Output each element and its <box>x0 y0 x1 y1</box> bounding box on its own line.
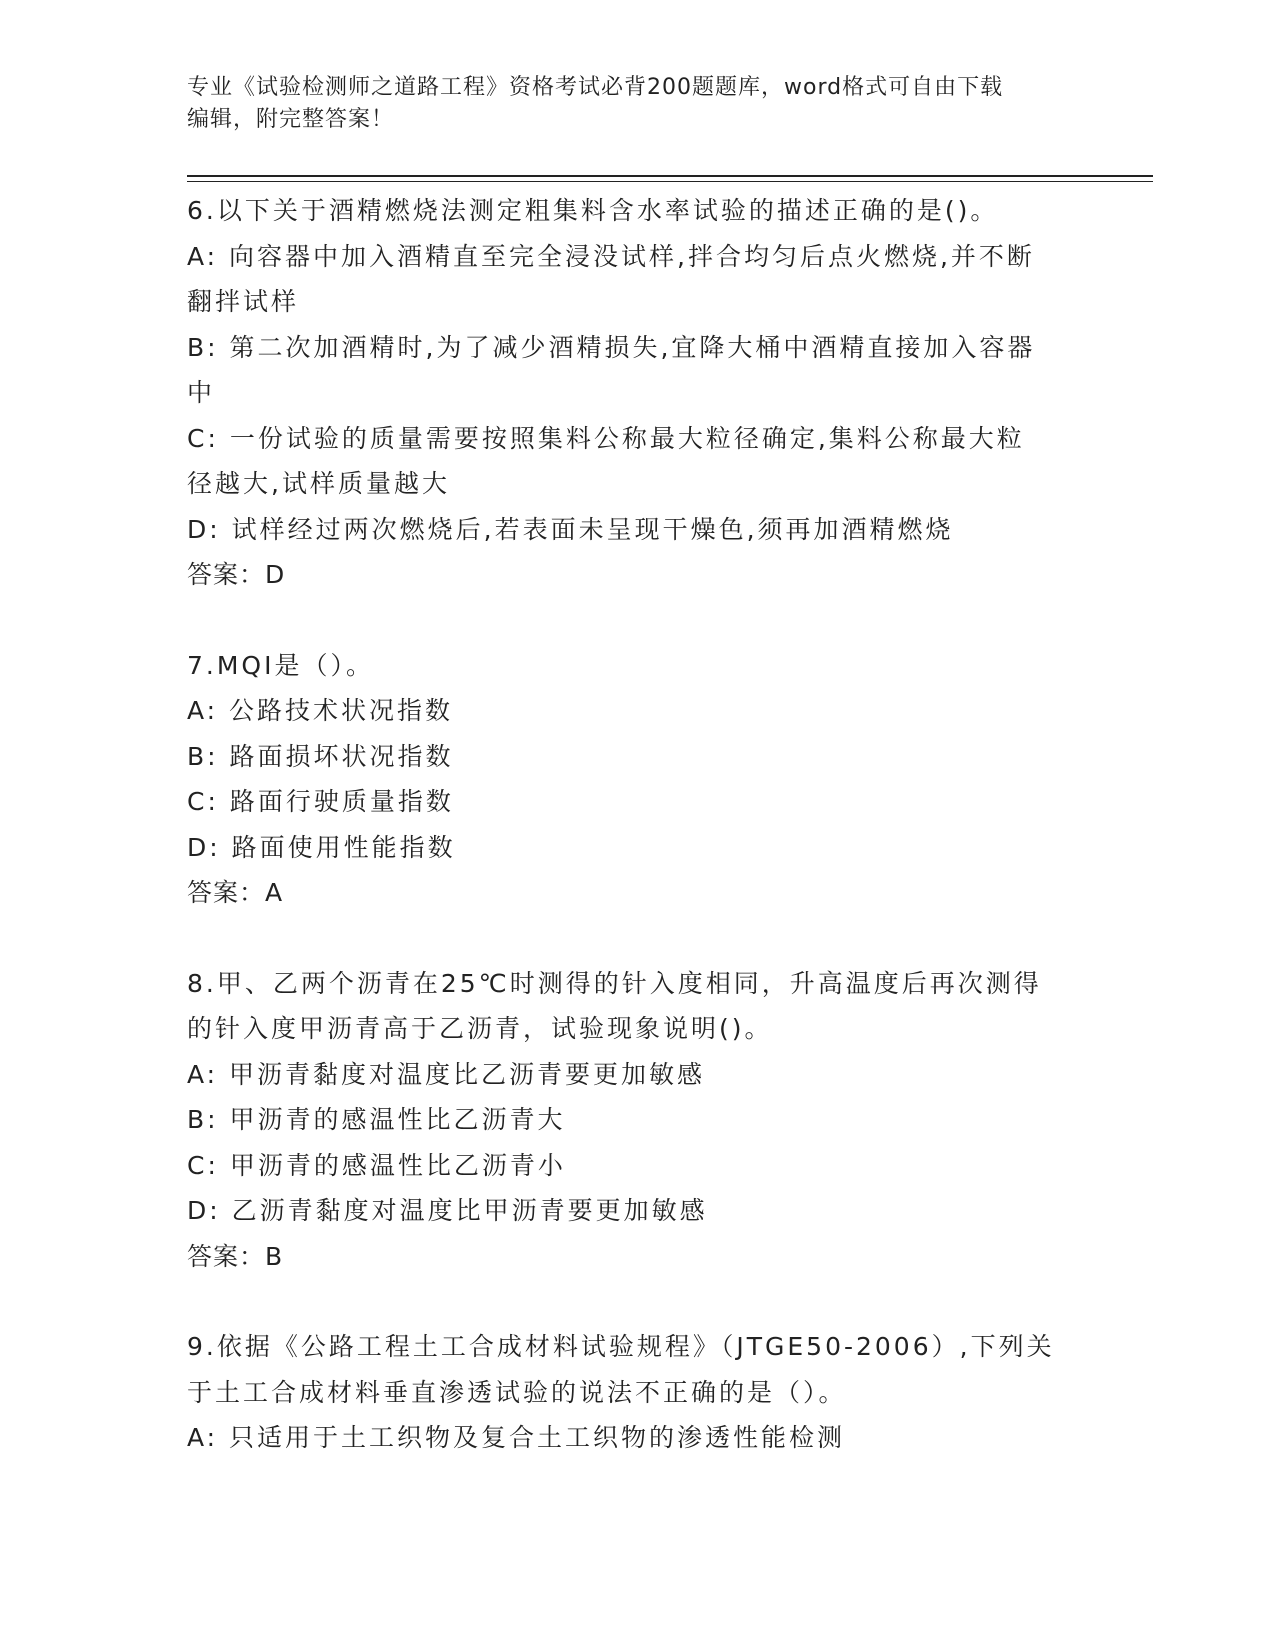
question-7 <box>187 643 1087 916</box>
question-stem-line-2: 于土工合成材料垂直渗透试验的说法不正确的是（）。 <box>187 1377 847 1407</box>
option-a: A: 公路技术状况指数 <box>187 696 454 725</box>
option-c-line-2: 径越大,试样质量越大 <box>187 469 450 498</box>
option-a-line-1: A: 向容器中加入酒精直至完全浸没试样,拌合均匀后点火燃烧,并不断 <box>187 241 1035 271</box>
header-line-1: 专业《试验检测师之道路工程》资格考试必背200题题库，word格式可自由下载 <box>187 75 1004 100</box>
answer: 答案：A <box>187 878 284 907</box>
answer: 答案：B <box>187 1241 284 1271</box>
header-divider-thick <box>187 175 1153 177</box>
option-d: D: 乙沥青黏度对温度比甲沥青要更加敏感 <box>187 1196 708 1225</box>
question-gap <box>187 598 1087 643</box>
option-c: C: 甲沥青的感温性比乙沥青小 <box>187 1150 566 1180</box>
option-b: B: 甲沥青的感温性比乙沥青大 <box>187 1105 566 1134</box>
option-c: C: 路面行驶质量指数 <box>187 787 454 816</box>
question-stem: 6.以下关于酒精燃烧法测定粗集料含水率试验的描述正确的是()。 <box>187 196 999 225</box>
option-b-line-2: 中 <box>187 378 216 407</box>
question-list <box>187 188 1087 1461</box>
question-gap <box>187 1279 1087 1324</box>
question-stem-line-2: 的针入度甲沥青高于乙沥青，试验现象说明()。 <box>187 1014 773 1043</box>
question-9 <box>187 1324 1087 1461</box>
question-stem-line-1: 8.甲、乙两个沥青在25℃时测得的针入度相同，升高温度后再次测得 <box>187 968 1042 998</box>
option-a-line-2: 翻拌试样 <box>187 287 300 316</box>
question-gap <box>187 916 1087 961</box>
answer: 答案：D <box>187 560 286 589</box>
option-a: A: 只适用于土工织物及复合土工织物的渗透性能检测 <box>187 1423 846 1452</box>
option-d: D: 试样经过两次燃烧后,若表面未呈现干燥色,须再加酒精燃烧 <box>187 514 954 544</box>
question-8 <box>187 961 1087 1280</box>
option-c-line-1: C: 一份试验的质量需要按照集料公称最大粒径确定,集料公称最大粒 <box>187 423 1025 453</box>
header-divider-thin <box>187 181 1153 182</box>
question-6 <box>187 188 1087 598</box>
option-b-line-1: B: 第二次加酒精时,为了减少酒精损失,宜降大桶中酒精直接加入容器 <box>187 332 1036 362</box>
option-b: B: 路面损坏状况指数 <box>187 741 454 771</box>
header-line-2: 编辑，附完整答案！ <box>187 107 395 132</box>
option-a: A: 甲沥青黏度对温度比乙沥青要更加敏感 <box>187 1059 706 1089</box>
question-stem: 7.MQI是（）。 <box>187 650 374 680</box>
question-stem-line-1: 9.依据《公路工程土工合成材料试验规程》（JTGE50-2006）,下列关 <box>187 1332 1055 1361</box>
document-header <box>187 72 1087 136</box>
option-d: D: 路面使用性能指数 <box>187 832 456 862</box>
